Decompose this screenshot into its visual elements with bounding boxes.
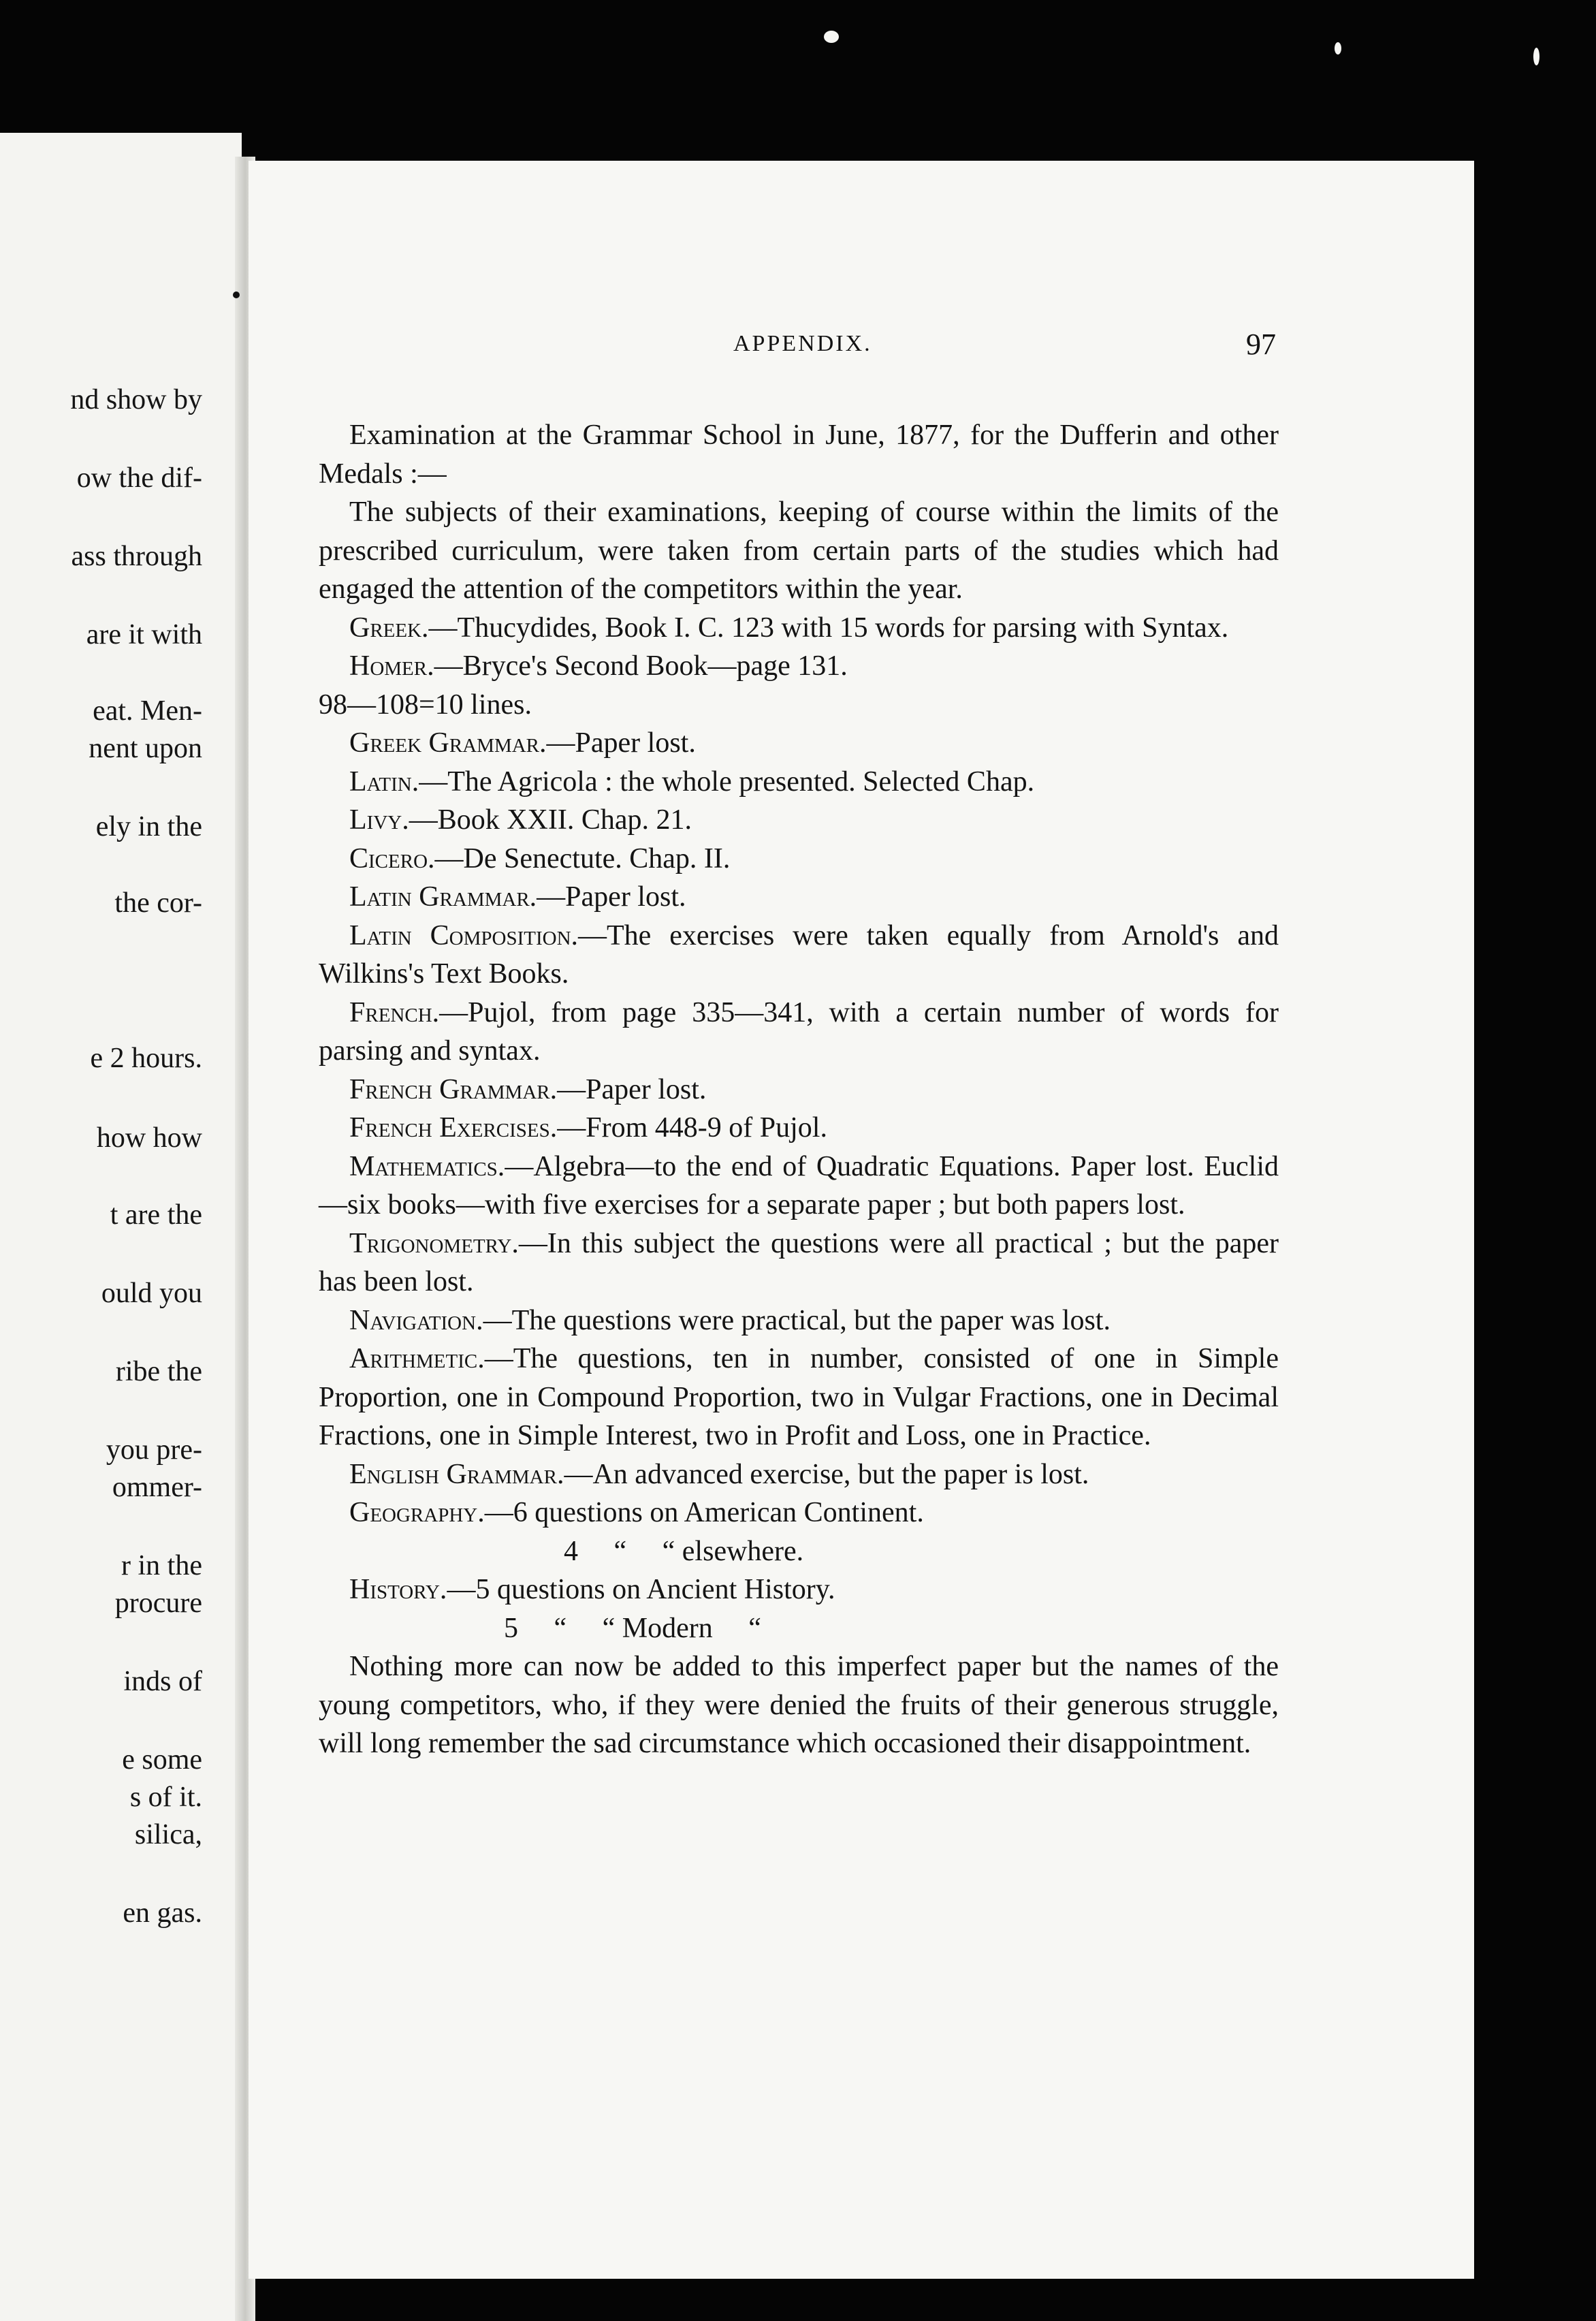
left-text-fragment: ass through [71,541,202,572]
subject-entry [319,1570,1279,1609]
subject-text: —From 448-9 of Pujol. [557,1112,827,1143]
subject-heading: Latin Composition. [349,919,579,951]
subject-entry [319,724,1279,763]
left-text-fragment: e 2 hours. [90,1043,202,1074]
left-text-fragment: ow the dif- [76,462,202,494]
subject-heading: French Exercises. [349,1112,558,1143]
running-header [249,328,1280,372]
subject-heading: French Grammar. [349,1073,558,1105]
left-text-fragment: r in the [121,1550,202,1581]
subject-entry [319,1301,1279,1340]
scan-speck [1335,42,1341,54]
history-continuation: 5 “ “ Modern “ [504,1612,761,1644]
page-body [319,416,1279,1763]
geography-continuation: 4 “ “ elsewhere. [564,1535,804,1567]
subject-heading: English Grammar. [349,1458,564,1490]
subject-entry [319,994,1279,1071]
subject-text: —Pujol, from page 335—341, with a certain number of words for parsing and syntax. [319,996,1279,1067]
subject-entry [319,609,1279,648]
subject-heading: Latin. [349,765,419,798]
left-text-fragment: s of it. [129,1782,202,1813]
subject-entry [319,840,1279,879]
subject-entry [319,878,1279,917]
subject-entry [319,686,1279,725]
closing-paragraph: Nothing more can now be added to this imperfect paper but the names of the young competitors, who, if they were denied the fruits of their generous struggle, will long remember the sad circumstance which occasioned their disappointment. [319,1651,1279,1759]
subject-text: —The questions, ten in number, consisted of one in Simple Proportion, one in Compound Proportion, two in Vulgar Fractions, one in Decimal Fractions, one in Simple Interest, two in Profit and Loss, one in Practice. [319,1343,1279,1451]
subject-heading: Greek Grammar. [349,727,547,759]
subject-entry [319,1148,1279,1225]
subject-text: —Paper lost. [546,727,696,759]
page-number: 97 [1246,328,1276,361]
subject-text: —The questions were practical, but the paper was lost. [483,1304,1111,1336]
right-page [249,161,1474,2279]
subject-entry [319,1494,1279,1532]
subject-text: —The exercises were taken equally from Arnold's and Wilkins's Text Books. [319,919,1279,990]
subject-entry [319,1071,1279,1109]
subject-heading: Mathematics. [349,1150,505,1182]
subject-entry [319,1455,1279,1494]
subject-text: —Book XXII. Chap. 21. [409,804,692,836]
subject-heading: Trigonometry. [349,1227,519,1259]
left-text-fragment: eat. Men- [93,695,202,727]
subject-text: —6 questions on American Continent. [484,1497,924,1528]
running-title: APPENDIX. [733,331,872,356]
left-text-fragment: are it with [86,619,202,650]
left-text-fragment: ribe the [115,1356,202,1387]
subject-heading: Greek. [349,612,429,644]
subject-text: 98—108=10 lines. [319,689,532,721]
subject-text: —Paper lost. [557,1073,707,1105]
left-text-fragment: ould you [101,1278,202,1309]
left-text-fragment: procure [114,1588,202,1619]
subject-entry [319,1225,1279,1301]
subject-heading: Homer. [349,650,434,682]
subject-entry [319,1109,1279,1148]
subject-heading: History. [349,1574,447,1605]
left-text-fragment: you pre- [106,1434,202,1466]
subject-entry [319,917,1279,994]
left-text-fragment: nent upon [89,733,202,764]
left-text-fragment: en gas. [123,1897,202,1929]
subject-text: —5 questions on Ancient History. [447,1574,835,1605]
subject-text: —The Agricola : the whole presented. Selected Chap. [419,765,1035,798]
subject-entry [319,801,1279,840]
left-text-fragment: nd show by [70,384,202,415]
left-text-fragment: ely in the [95,811,202,842]
left-text-fragment: e some [122,1744,202,1775]
subject-heading: Navigation. [349,1304,483,1336]
subjects-paragraph: The subjects of their examinations, keeping of course within the limits of the prescribed curriculum, were taken from certain parts of the studies which had engaged the attention of the competitors within the year. [319,496,1279,605]
subject-heading: Latin Grammar. [349,881,537,913]
subject-heading: French. [349,996,440,1028]
scan-speck [233,291,240,298]
subject-text: —Bryce's Second Book—page 131. [434,650,848,682]
subject-text: —Algebra—to the end of Quadratic Equations. Paper lost. Euclid—six books—with five exercises for a separate paper ; but both papers lost. [319,1150,1279,1220]
left-text-fragment: how how [96,1122,202,1154]
subject-heading: Cicero. [349,842,435,874]
left-text-fragment: ommer- [112,1472,202,1503]
subject-entry [319,647,1279,686]
subject-text: —Thucydides, Book I. C. 123 with 15 words for parsing with Syntax. [428,612,1229,644]
scan-speck [824,31,839,43]
left-text-fragment: the cor- [114,887,202,919]
intro-paragraph: Examination at the Grammar School in June, 1877, for the Dufferin and other Medals :— [319,420,1279,490]
subject-heading: Geography. [349,1497,485,1528]
subject-heading: Livy. [349,804,409,836]
subject-text: —An advanced exercise, but the paper is lost. [564,1458,1089,1490]
subject-heading: Arithmetic. [349,1343,485,1374]
left-page [0,133,242,2321]
left-text-fragment: inds of [123,1666,202,1697]
left-text-fragment: silica, [134,1819,202,1850]
subject-entry [319,763,1279,802]
subject-text: —De Senectute. Chap. II. [434,842,731,874]
subject-text: —Paper lost. [537,881,686,913]
scan-speck [1533,48,1539,65]
subject-text: —In this subject the questions were all practical ; but the paper has been lost. [319,1227,1279,1297]
subject-entry [319,1340,1279,1455]
left-text-fragment: t are the [110,1199,202,1231]
